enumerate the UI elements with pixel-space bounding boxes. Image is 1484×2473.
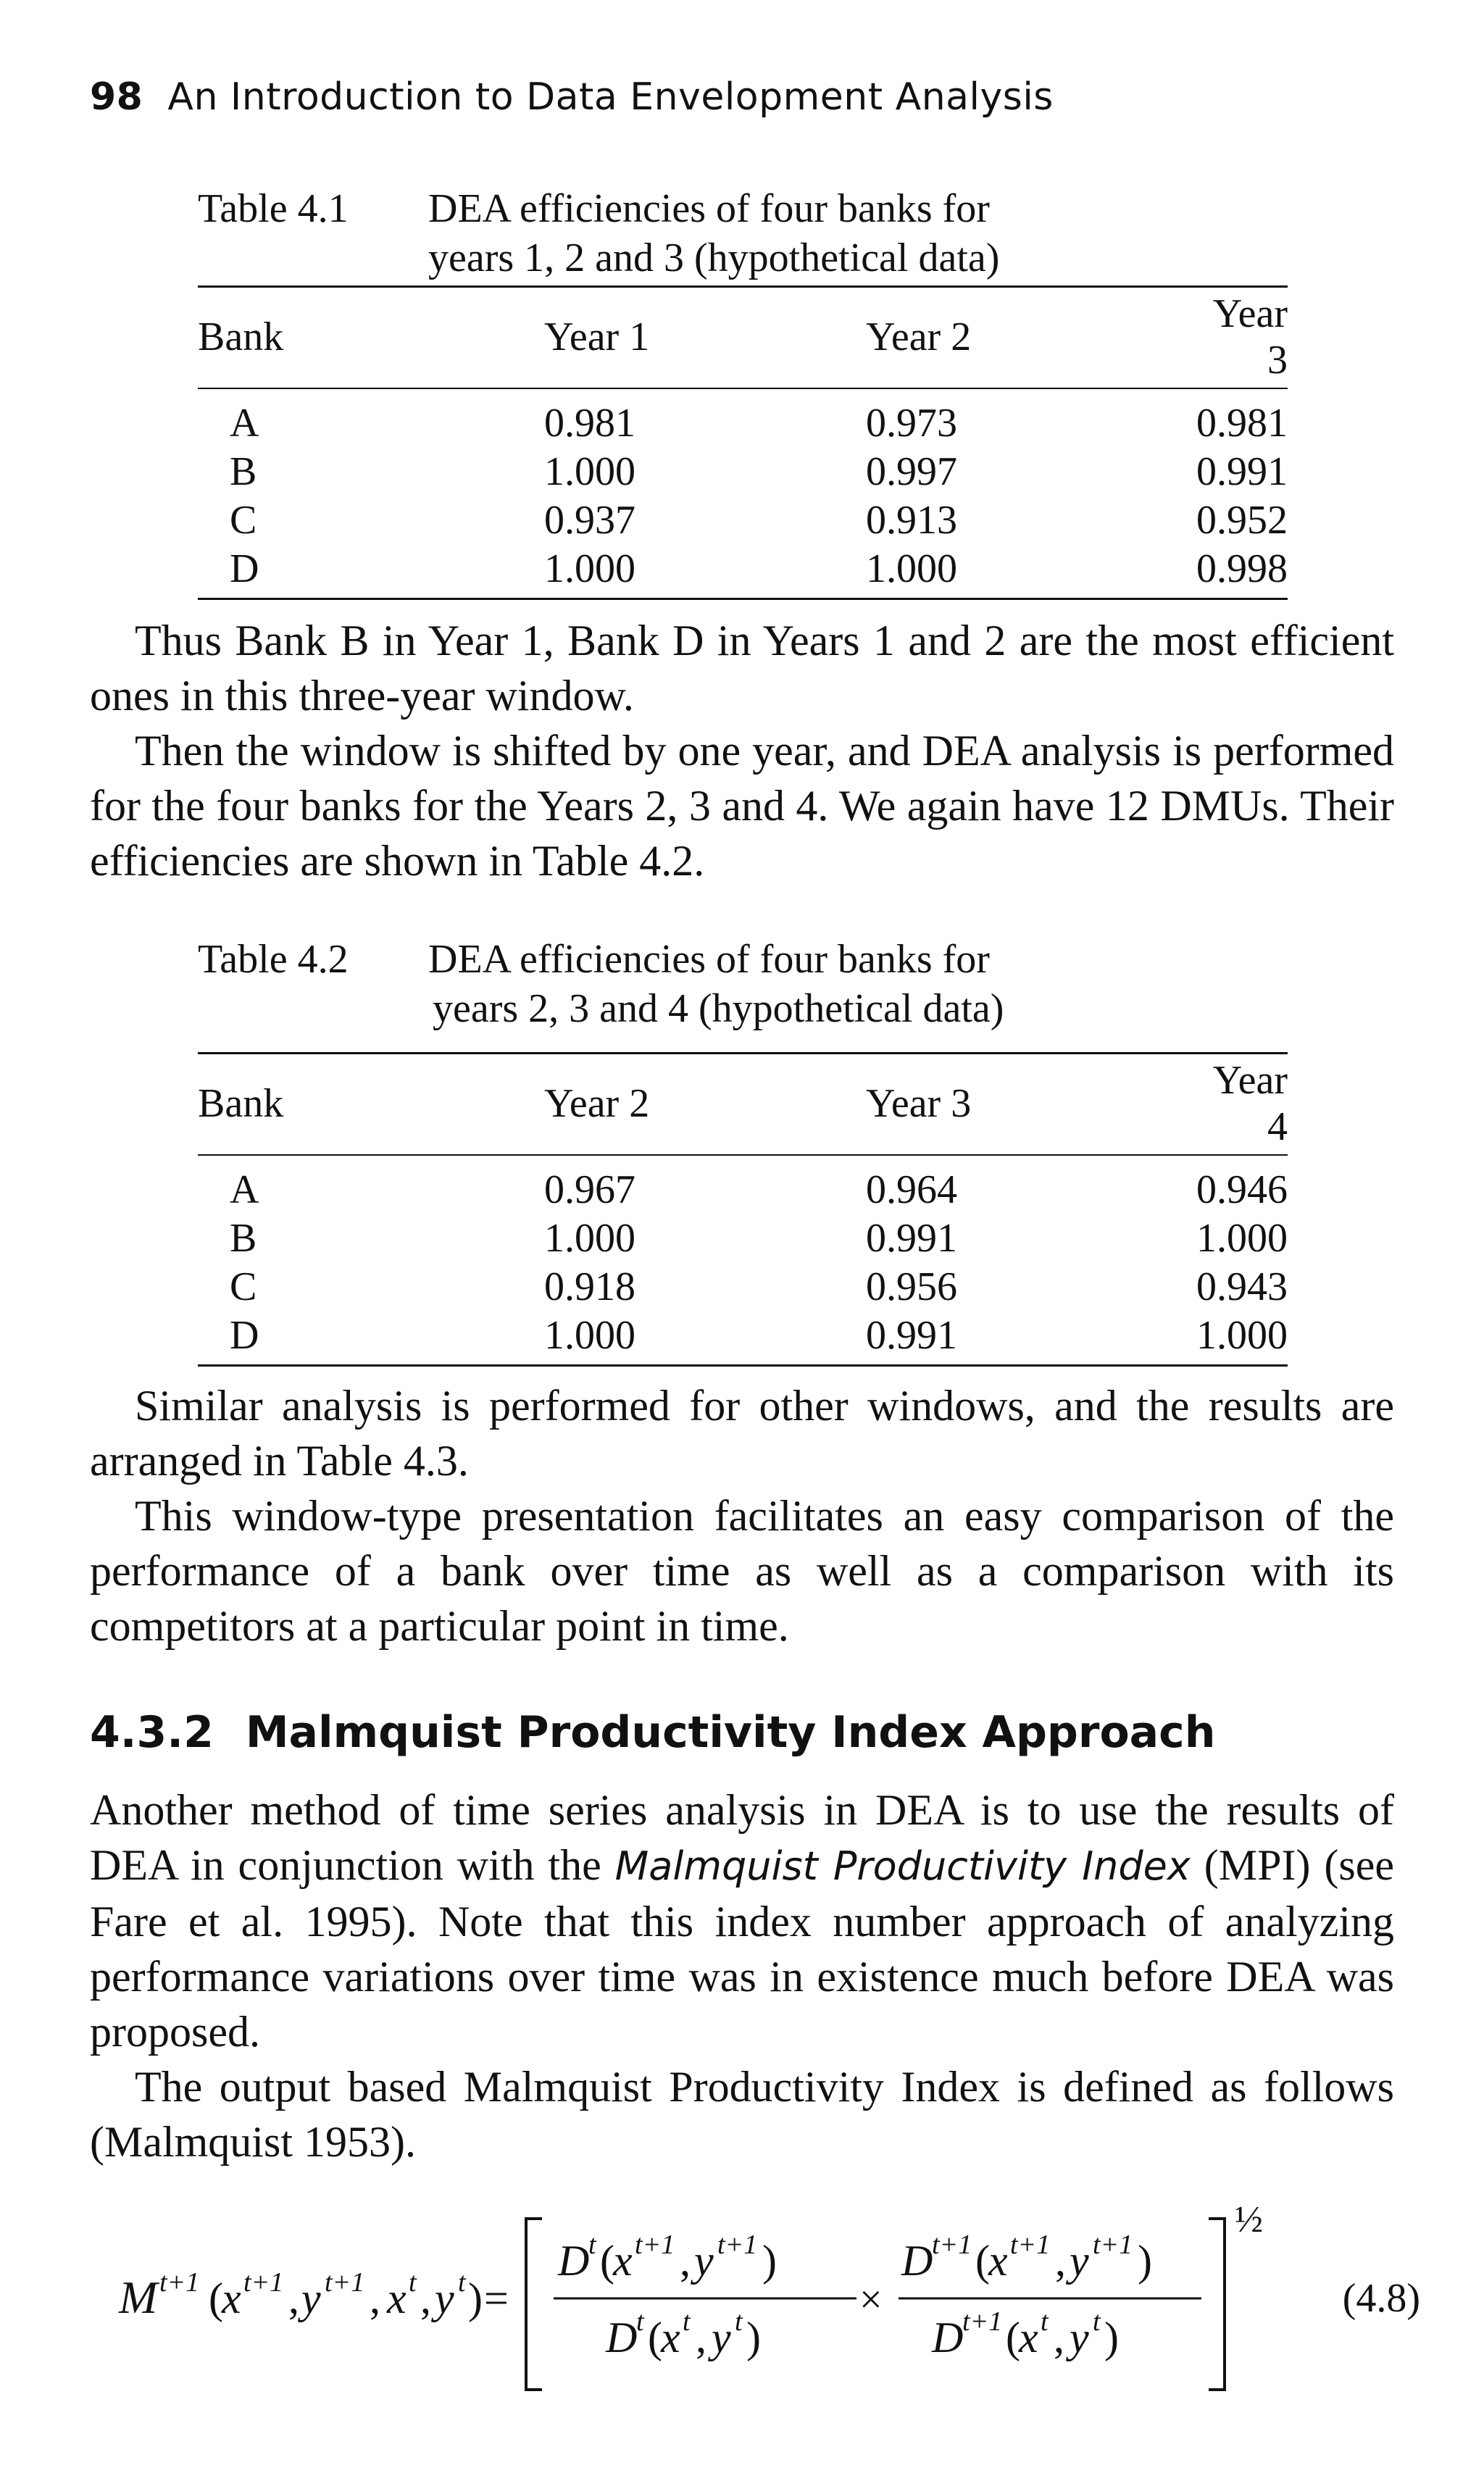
eq-var: y [301,2274,321,2322]
value-cell: 1.000 [1188,1311,1288,1366]
eq-comma: , [1054,2314,1064,2361]
eq-comma: , [696,2314,706,2361]
eq-sup: t [1093,2306,1101,2337]
value-cell: 0.918 [544,1264,635,1309]
eq-paren: ) [1138,2237,1152,2285]
value-cell: 0.991 [866,1311,1188,1366]
bank-cell: C [230,1264,257,1309]
text-run: Another method of time series analysis in DEA is to use the results of DEA in conjunction with the [90,1786,1394,1889]
eq-sup: t [636,2306,644,2337]
section-title: Malmquist Productivity Index Approach [245,1707,1216,1758]
eq-sup: t [409,2267,417,2298]
eq-exponent: ½ [1235,2199,1263,2240]
paragraph: This window-type presentation facilitates an easy comparison of the performance of a bank over time as well as a comparison with its competitors at a particular point in time. [90,1492,1394,1650]
table-title-line-2: years 2, 3 and 4 (hypothetical data) [433,986,1004,1031]
bank-cell: A [230,1167,259,1212]
table-row [198,448,1288,496]
paragraph: Thus Bank B in Year 1, Bank D in Years 1 and 2 are the most efficient ones in this three-year window. [90,617,1394,720]
value-cell: 0.913 [866,498,957,543]
bank-cell: B [230,1216,257,1261]
eq-var: x [1019,2314,1038,2361]
eq-right-bracket [1209,2219,1225,2390]
bank-cell: B [230,449,257,494]
table-4-2 [198,1052,1288,1367]
bank-cell: D [198,545,544,599]
eq-comma: , [680,2237,691,2285]
value-cell: 0.952 [1196,498,1288,543]
eq-D: D [606,2314,638,2361]
eq-paren: ) [468,2274,483,2322]
table-row [198,1214,1288,1263]
paragraph: The output based Malmquist Productivity Index is defined as follows (Malmquist 1953). [90,2063,1394,2166]
body-text-2 [90,1378,1394,1653]
running-header [90,75,1054,119]
page-number: 98 [90,75,143,119]
eq-paren: ( [648,2314,662,2361]
value-cell: 1.000 [544,1216,635,1261]
eq-var: x [387,2274,407,2322]
value-cell: 0.946 [1196,1167,1288,1212]
bank-cell: C [230,498,257,543]
column-header: Year 1 [544,287,866,389]
eq-paren: ( [209,2274,223,2322]
eq-comma: , [1055,2237,1066,2285]
eq-var: x [661,2314,680,2361]
eq-sup: t [458,2267,466,2298]
eq-equals: = [484,2274,509,2322]
eq-var: y [1070,2314,1089,2361]
eq-sup: t [683,2306,691,2337]
eq-D: D [932,2314,964,2361]
eq-var: x [988,2237,1008,2285]
value-cell: 0.943 [1196,1264,1288,1309]
value-cell: 0.997 [866,449,957,494]
eq-sup: t [735,2306,743,2337]
table-label: Table 4.1 [198,186,349,231]
table-title-line-2: years 1, 2 and 3 (hypothetical data) [428,235,1000,280]
value-cell: 0.967 [544,1167,635,1212]
value-cell: 0.991 [866,1216,957,1261]
eq-sup: t+1 [962,2306,1003,2337]
body-text-1 [90,613,1394,888]
value-cell: 0.937 [544,498,635,543]
eq-var: y [712,2314,731,2361]
eq-paren: ( [975,2237,990,2285]
table-title-line-1: DEA efficiencies of four banks for [428,186,990,231]
eq-paren: ) [762,2237,777,2285]
value-cell: 0.964 [866,1167,957,1212]
eq-D: D [558,2237,590,2285]
eq-comma: , [288,2274,299,2322]
eq-var: y [435,2274,454,2322]
eq-comma: , [420,2274,431,2322]
paragraph [90,1782,1394,2059]
value-cell: 1.000 [866,545,1188,599]
bank-cell: A [230,401,259,446]
column-header: Year 2 [866,287,1188,389]
eq-paren: ( [600,2237,614,2285]
value-cell: 1.000 [544,545,866,599]
body-text-3 [90,1782,1394,2169]
column-header: Year 3 [866,1054,1188,1156]
table-4-1 [198,285,1288,600]
value-cell: 0.981 [544,401,635,446]
eq-sup: t+1 [159,2267,200,2298]
value-cell: 0.998 [1188,545,1288,599]
eq-sup: t+1 [325,2267,365,2298]
eq-paren: ( [1006,2314,1020,2361]
eq-comma: , [370,2274,380,2322]
eq-var: y [694,2237,714,2285]
eq-var: x [222,2274,241,2322]
eq-times: × [859,2277,883,2322]
eq-sup: t [588,2230,596,2260]
eq-D: D [901,2237,933,2285]
text-run: (MPI) (see Fare et al. 1995). Note that this index number approach of analyzing performance variations over time was in existence much before DEA was proposed. [90,1841,1395,2056]
running-title: An Introduction to Data Envelopment Analysis [167,75,1054,119]
value-cell: 1.000 [1196,1216,1288,1261]
paragraph: Similar analysis is performed for other windows, and the results are arranged in Table 4.3. [90,1382,1394,1485]
eq-var: x [613,2237,633,2285]
value-cell: 0.991 [1196,449,1288,494]
table-row [198,388,1288,448]
eq-sup: t+1 [1093,2230,1133,2260]
italic-term: Malmquist Productivity Index [614,1843,1191,1889]
equation-number: (4.8) [1342,2276,1420,2321]
eq-paren: ) [1104,2314,1119,2361]
table-row [198,496,1288,545]
value-cell: 0.981 [1196,401,1288,446]
eq-sup: t [1041,2306,1049,2337]
eq-sup: t+1 [635,2230,675,2260]
value-cell: 1.000 [544,449,635,494]
table-row [198,1155,1288,1214]
equation-4-8 [116,2181,1420,2398]
column-header: Year 3 [1188,287,1288,389]
section-number: 4.3.2 [90,1707,214,1758]
eq-sup: t+1 [243,2267,284,2298]
column-header: Year 2 [544,1054,866,1156]
column-header: Year 4 [1188,1054,1288,1156]
eq-sup: t+1 [1010,2230,1051,2260]
table-label: Table 4.2 [198,937,349,982]
equation-graphic [116,2181,1304,2398]
table-row [198,1311,1288,1366]
eq-sup: t+1 [932,2230,972,2260]
paragraph: Then the window is shifted by one year, and DEA analysis is performed for the four banks for the Years 2, 3 and 4. We again have 12 DMUs. Their efficiencies are shown in Table 4.2. [90,727,1394,885]
column-header: Bank [198,287,544,389]
value-cell: 1.000 [544,1311,866,1366]
eq-left-bracket [526,2219,542,2390]
value-cell: 0.956 [866,1264,957,1309]
table-title-line-1: DEA efficiencies of four banks for [428,937,990,982]
section-heading [90,1707,1215,1758]
table-row [198,1263,1288,1311]
table-row [198,545,1288,599]
bank-cell: D [198,1311,544,1366]
eq-var: y [1070,2237,1089,2285]
value-cell: 0.973 [866,401,957,446]
eq-symbol-M: M [119,2272,158,2323]
eq-paren: ) [746,2314,761,2361]
column-header: Bank [198,1054,544,1156]
eq-sup: t+1 [717,2230,758,2260]
